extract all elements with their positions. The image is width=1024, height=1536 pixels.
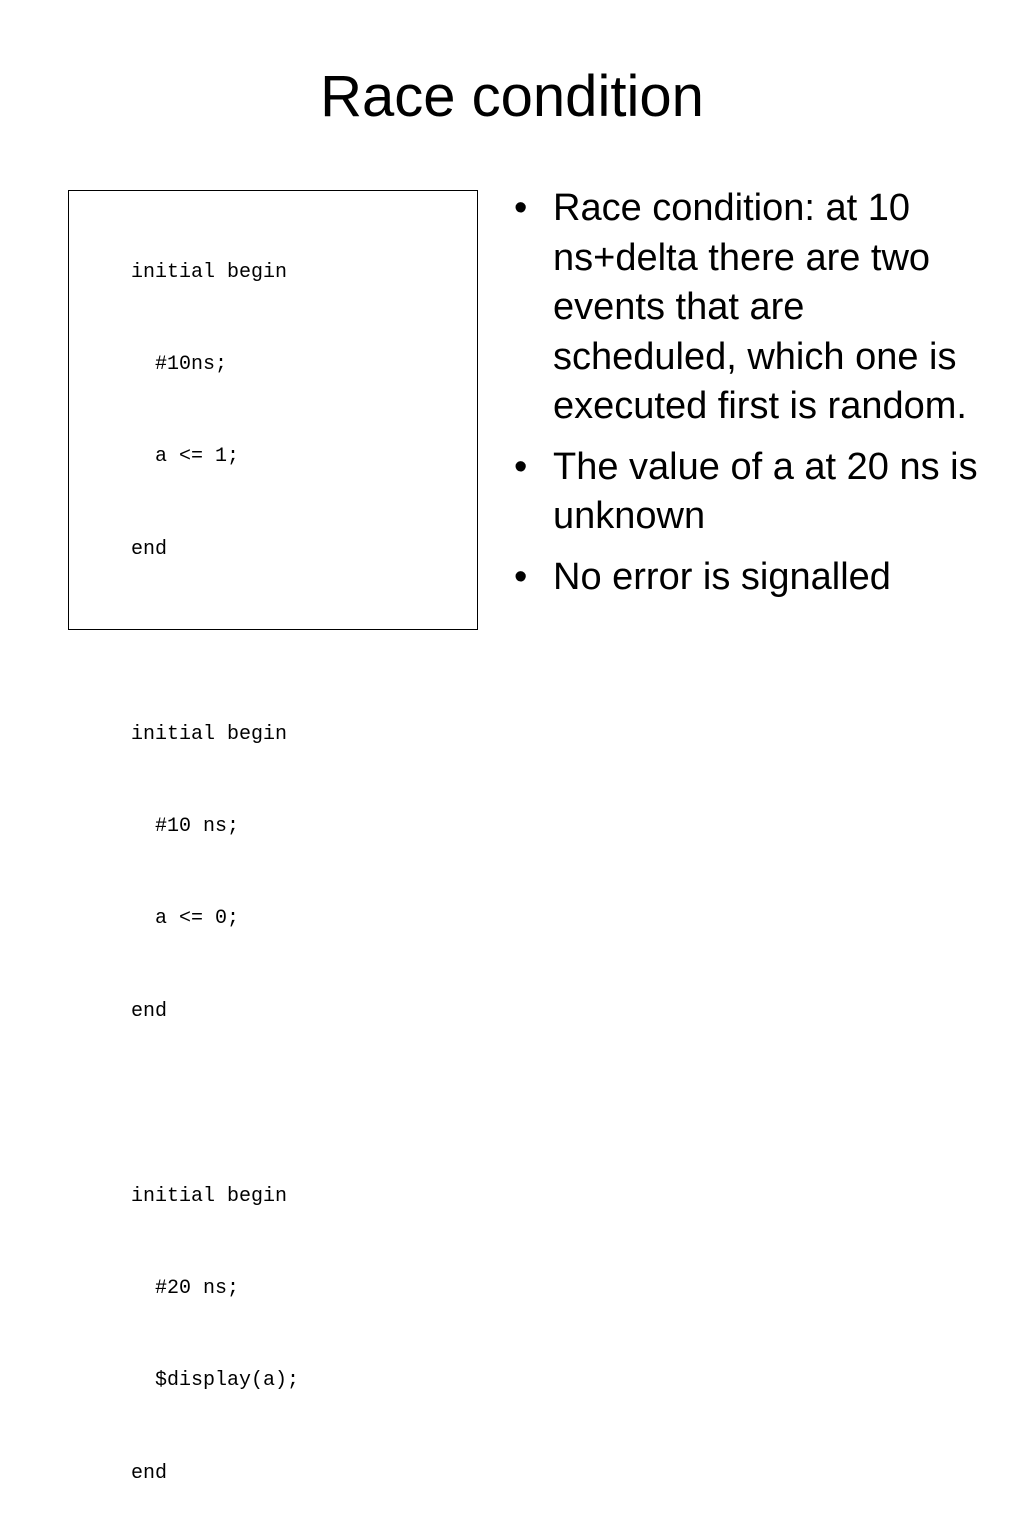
bullet-item [514, 184, 984, 432]
code-line: #10ns; [131, 352, 228, 376]
slide-title: Race condition [320, 64, 704, 129]
code-line: a <= 1; [131, 445, 240, 469]
code-line: end [131, 537, 168, 561]
code-line: a <= 0; [131, 907, 240, 931]
code-line: initial begin [131, 1184, 288, 1208]
code-line: end [131, 999, 168, 1023]
bullet-marker: • [514, 445, 528, 488]
bullet-item [514, 553, 984, 603]
bullet-text: The value of a at 20 ns is unknown [553, 445, 978, 537]
code-line [131, 627, 477, 658]
bullet-text: No error is signalled [553, 555, 891, 598]
code-line: #10 ns; [131, 814, 240, 838]
code-line: $display(a); [131, 1369, 300, 1393]
code-line: initial begin [131, 260, 288, 284]
code-line: end [131, 1461, 168, 1485]
code-line [131, 1089, 477, 1120]
code-line: initial begin [131, 722, 288, 746]
bullet-list [514, 184, 984, 613]
bullet-text: Race condition: at 10 ns+delta there are two events that are scheduled, which one is executed first is random. [553, 187, 967, 427]
code-line: #20 ns; [131, 1276, 240, 1300]
code-box [68, 190, 478, 1485]
bullet-marker: • [514, 555, 528, 598]
bullet-marker: • [514, 187, 528, 229]
bullet-item [514, 443, 984, 542]
